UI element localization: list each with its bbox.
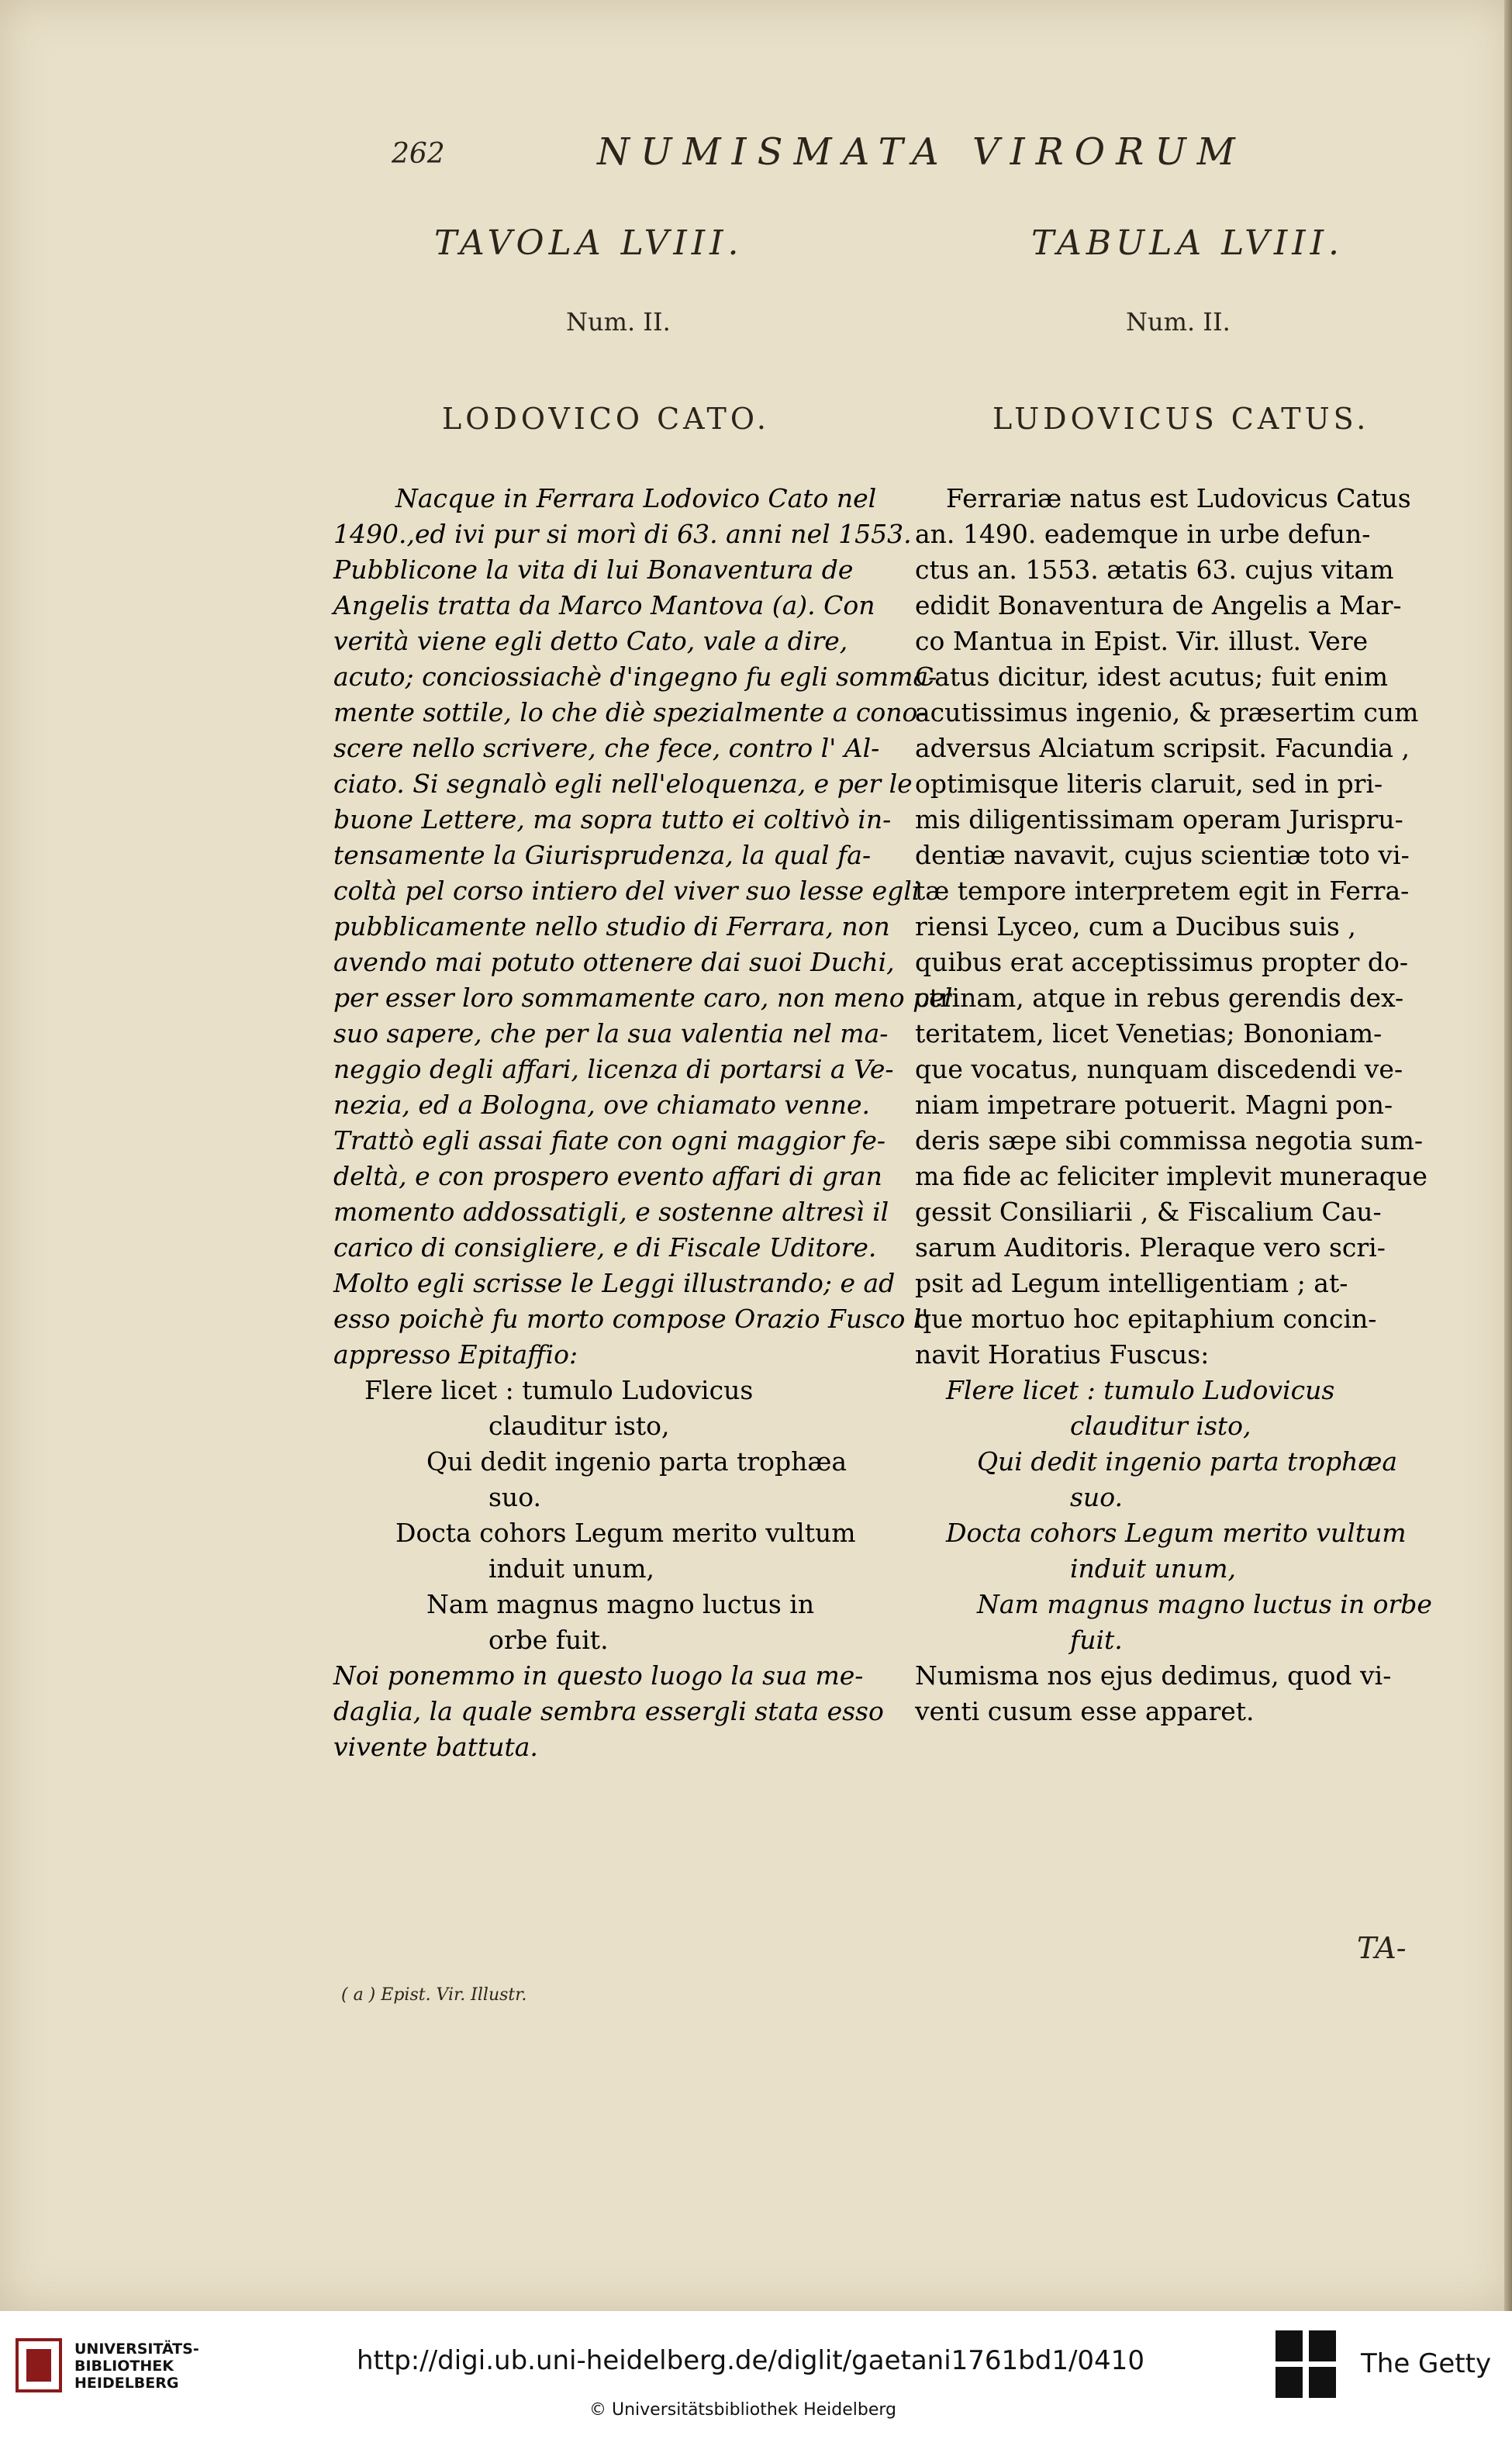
text-line: momento addossatigli, e sostenne altresì il [333, 1197, 889, 1227]
right-table-heading: TABULA LVIII. [1031, 223, 1345, 263]
text-line: gessit Consiliarii , & Fiscalium Cau- [915, 1197, 1382, 1227]
text-line: riensi Lyceo, cum a Ducibus suis , [915, 911, 1356, 941]
text-line: Nacque in Ferrara Lodovico Cato nel [395, 483, 877, 513]
getty-name: The Getty [1361, 2348, 1492, 2379]
text-line: Trattò egli assai fiate con ogni maggior fe- [333, 1125, 885, 1156]
text-line: 1490.,ed ivi pur si morì di 63. anni nel 1553. [333, 519, 912, 549]
epitaph-line: Docta cohors Legum merito vultum [946, 1518, 1407, 1548]
text-line: edidit Bonaventura de Angelis a Mar- [915, 590, 1402, 620]
text-line: deltà, e con prospero evento affari di gran [333, 1161, 882, 1191]
epitaph-line: Qui dedit ingenio parta trophæa [426, 1446, 847, 1477]
right-name: LUDOVICUS CATUS. [992, 402, 1370, 436]
text-line: que vocatus, nunquam discedendi ve- [915, 1054, 1403, 1084]
text-line: appresso Epitaffio: [333, 1339, 578, 1370]
left-table-heading: TAVOLA LVIII. [434, 223, 744, 263]
university-seal-icon [16, 2338, 62, 2392]
text-line: co Mantua in Epist. Vir. illust. Vere [915, 626, 1369, 656]
text-line: per esser loro sommamente caro, non meno pel [333, 983, 953, 1013]
text-line: esso poichè fu morto compose Orazio Fusco l' [333, 1304, 929, 1334]
text-line: Angelis tratta da Marco Mantova (a). Con [333, 590, 875, 620]
epitaph-line: Nam magnus magno luctus in orbe [977, 1589, 1432, 1619]
text-line: sarum Auditoris. Pleraque vero scri- [915, 1232, 1386, 1263]
text-line: Ferrariæ natus est Ludovicus Catus [946, 483, 1411, 513]
epitaph-line: induit unum, [1070, 1553, 1237, 1584]
epitaph-line: suo. [488, 1482, 541, 1512]
text-line: pubblicamente nello studio di Ferrara, non [333, 911, 890, 941]
text-line: scere nello scrivere, che fece, contro l' Al- [333, 733, 880, 763]
text-line: optimisque literis claruit, sed in pri- [915, 769, 1383, 799]
text-line: acuto; conciossiachè d'ingegno fu egli somma- [333, 662, 937, 692]
epitaph-line: Qui dedit ingenio parta trophæa [977, 1446, 1398, 1477]
text-line: daglia, la quale sembra essergli stata esso [333, 1696, 884, 1726]
text-line: deris sæpe sibi commissa negotia sum- [915, 1125, 1424, 1156]
text-line: que mortuo hoc epitaphium concin- [915, 1304, 1377, 1334]
text-line: neggio degli affari, licenza di portarsi a Ve- [333, 1054, 894, 1084]
text-line: vivente battuta. [333, 1732, 538, 1762]
epitaph-line: fuit. [1070, 1625, 1123, 1655]
epitaph-line: clauditur isto, [488, 1411, 670, 1441]
text-line: mente sottile, lo che diè spezialmente a cono- [333, 697, 927, 727]
epitaph-line: suo. [1070, 1482, 1123, 1512]
getty-logo-icon [1272, 2327, 1341, 2404]
epitaph-line: orbe fuit. [488, 1625, 609, 1655]
text-line: adversus Alciatum scripsit. Facundia , [915, 733, 1410, 763]
epitaph-line: clauditur isto, [1070, 1411, 1251, 1441]
text-line: ma fide ac feliciter implevit muneraque [915, 1161, 1427, 1191]
text-line: venti cusum esse apparet. [915, 1696, 1255, 1726]
page-number: 262 [392, 138, 445, 170]
left-num: Num. II. [566, 307, 671, 337]
right-num: Num. II. [1126, 307, 1231, 337]
text-line: ctus an. 1553. ætatis 63. cujus vitam [915, 554, 1394, 585]
text-line: mis diligentissimam operam Jurispru- [915, 804, 1403, 834]
page-edge [1504, 0, 1512, 2311]
footnote: ( a ) Epist. Vir. Illustr. [341, 1985, 527, 2005]
text-line: Noi ponemmo in questo luogo la sua me- [333, 1660, 864, 1691]
epitaph-line: induit unum, [488, 1553, 655, 1584]
right-latin-text [915, 481, 1458, 1729]
text-line: Pubblicone la vita di lui Bonaventura de [333, 554, 854, 585]
text-line: an. 1490. eademque in urbe defun- [915, 519, 1371, 549]
left-italian-text [333, 481, 953, 1765]
text-line: buone Lettere, ma sopra tutto ei coltivò in- [333, 804, 892, 834]
text-line: Catus dicitur, idest acutus; fuit enim [915, 662, 1388, 692]
text-line: tensamente la Giurisprudenza, la qual fa- [333, 840, 872, 870]
text-line: dentiæ navavit, cujus scientiæ toto vi- [915, 840, 1410, 870]
copyright: © Universitätsbibliothek Heidelberg [589, 2400, 897, 2420]
text-line: teritatem, licet Venetias; Bononiam- [915, 1018, 1383, 1048]
text-line: psit ad Legum intelligentiam ; at- [915, 1268, 1348, 1298]
catchword: TA- [1357, 1931, 1407, 1965]
footer-bar [0, 2311, 1512, 2439]
text-line: avendo mai potuto ottenere dai suoi Duchi, [333, 947, 895, 977]
epitaph-line: Docta cohors Legum merito vultum [395, 1518, 856, 1548]
text-line: niam impetrare potuerit. Magni pon- [915, 1090, 1393, 1120]
text-line: acutissimus ingenio, & præsertim cum [915, 697, 1419, 727]
left-name: LODOVICO CATO. [442, 402, 770, 436]
epitaph-line: Flere licet : tumulo Ludovicus [364, 1375, 754, 1405]
text-line: nezia, ed a Bologna, ove chiamato venne. [333, 1090, 871, 1120]
library-name: UNIVERSITÄTS- BIBLIOTHEK HEIDELBERG [74, 2341, 199, 2392]
text-line: Molto egli scrisse le Leggi illustrando; e ad [333, 1268, 896, 1298]
text-line: ciato. Si segnalò egli nell'eloquenza, e per le [333, 769, 913, 799]
text-line: coltà pel corso intiero del viver suo lesse egli [333, 876, 920, 906]
text-line: Numisma nos ejus dedimus, quod vi- [915, 1660, 1392, 1691]
text-line: carico di consigliere, e di Fiscale Uditore. [333, 1232, 877, 1263]
permalink[interactable]: http://digi.ub.uni-heidelberg.de/diglit/gaetani1761bd1/0410 [357, 2345, 1144, 2376]
text-line: tæ tempore interpretem egit in Ferra- [915, 876, 1410, 906]
text-line: ctrinam, atque in rebus gerendis dex- [915, 983, 1404, 1013]
epitaph-line: Flere licet : tumulo Ludovicus [946, 1375, 1335, 1405]
text-line: verità viene egli detto Cato, vale a dire, [333, 626, 848, 656]
text-line: suo sapere, che per la sua valentia nel ma- [333, 1018, 889, 1048]
epitaph-line: Nam magnus magno luctus in [426, 1589, 815, 1619]
text-line: navit Horatius Fuscus: [915, 1339, 1210, 1370]
text-line: quibus erat acceptissimus propter do- [915, 947, 1409, 977]
running-title: NUMISMATA VIRORUM [597, 130, 1246, 174]
